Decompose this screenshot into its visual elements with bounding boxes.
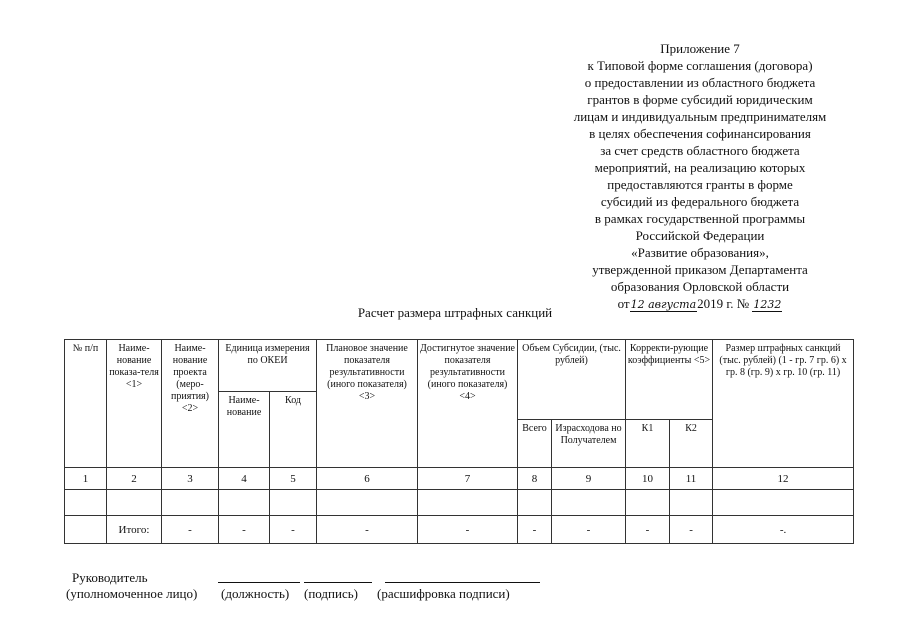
col-header-unit-name: Наиме-нование [219,392,270,468]
header-line: мероприятий, на реализацию которых [594,160,806,175]
table-cell [552,490,626,516]
column-number: 11 [670,468,713,490]
table-cell [670,490,713,516]
appendix-header [525,40,875,312]
table-cell [65,490,107,516]
column-number: 2 [107,468,162,490]
total-value: - [162,516,219,544]
table-cell [219,490,270,516]
decoding-line [385,582,540,583]
header-line: образования Орловской области [610,279,790,294]
calculation-title: Расчет размера штрафных санкций [357,305,553,320]
col-header-indicator: Наиме-нование показа-теля <1> [107,340,162,468]
col-header-subsidy-spent: Израсходова но Получателем [552,420,626,468]
date-year: 2019 г. № [697,296,750,311]
table-cell [270,490,317,516]
table-cell [518,490,552,516]
sanctions-table [64,339,854,544]
column-number: 1 [65,468,107,490]
column-number: 10 [626,468,670,490]
table-cell [65,516,107,544]
header-line: в целях обеспечения софинансирования [589,126,811,141]
column-number: 7 [418,468,518,490]
column-number: 6 [317,468,418,490]
header-line: лицам и индивидуальным предпринимателям [573,109,827,124]
signature-block [0,560,903,640]
date-prefix: от [617,296,630,311]
table-cell [626,490,670,516]
total-value: - [270,516,317,544]
header-line: к Типовой форме соглашения (договора) [587,58,813,73]
col-header-achieved: Достигнутое значение показателя результативности (иного показателя) <4> [418,340,518,468]
position-label: (должность) [221,586,290,601]
total-value: - [518,516,552,544]
signature-line [304,582,372,583]
col-header-k1: К1 [626,420,670,468]
header-line: Приложение 7 [660,41,740,56]
col-header-unit-code: Код [270,392,317,468]
total-value: - [626,516,670,544]
table-cell [162,490,219,516]
header-line: за счет средств областного бюджета [600,143,800,158]
column-number-row [65,468,854,490]
total-value: - [552,516,626,544]
handwritten-number: 1232 [753,298,782,311]
column-number: 5 [270,468,317,490]
col-header-subsidy: Объем Субсидии, (тыс. рублей) [518,340,626,420]
total-value: - [670,516,713,544]
table-cell [713,490,854,516]
total-label: Итого: [107,516,162,544]
header-line: в рамках государственной программы [594,211,806,226]
column-number: 9 [552,468,626,490]
total-value: -. [713,516,854,544]
total-value: - [418,516,518,544]
col-header-coefficients: Корректи-рующие коэффициенты <5> [626,340,713,420]
total-value: - [317,516,418,544]
table-cell [418,490,518,516]
header-row [65,340,854,392]
header-line: предоставляются гранты в форме [607,177,793,192]
sign-label: (подпись) [304,586,358,601]
column-number: 12 [713,468,854,490]
empty-data-row [65,490,854,516]
col-header-k2: К2 [670,420,713,468]
handwritten-date: 12 августа [630,298,697,311]
total-row [65,516,854,544]
col-header-planned: Плановое значение показателя результативности (иного показателя) <3> [317,340,418,468]
position-line [218,582,300,583]
authorized-label: (уполномоченное лицо) [66,586,198,601]
col-header-unit: Единица измерения по ОКЕИ [219,340,317,392]
header-line: утвержденной приказом Департамента [592,262,808,277]
header-line: Российской Федерации [635,228,765,243]
header-line: о предоставлении из областного бюджета [584,75,816,90]
table-cell [107,490,162,516]
column-number: 4 [219,468,270,490]
column-number: 8 [518,468,552,490]
header-line: грантов в форме субсидий юридическим [587,92,813,107]
column-number: 3 [162,468,219,490]
col-header-subsidy-total: Всего [518,420,552,468]
header-line: «Развитие образования», [631,245,769,260]
total-value: - [219,516,270,544]
table-cell [317,490,418,516]
col-header-project: Наиме-нование проекта (меро-приятия) <2> [162,340,219,468]
header-line: субсидий из федерального бюджета [600,194,800,209]
col-header-number: № п/п [65,340,107,468]
col-header-penalty: Размер штрафных санкций (тыс. рублей) (1 - гр. 7 гр. 6) х гр. 8 (гр. 9) х гр. 10 (гр. 11) [713,340,854,468]
decoding-label: (расшифровка подписи) [377,586,510,601]
manager-label: Руководитель [72,570,148,585]
